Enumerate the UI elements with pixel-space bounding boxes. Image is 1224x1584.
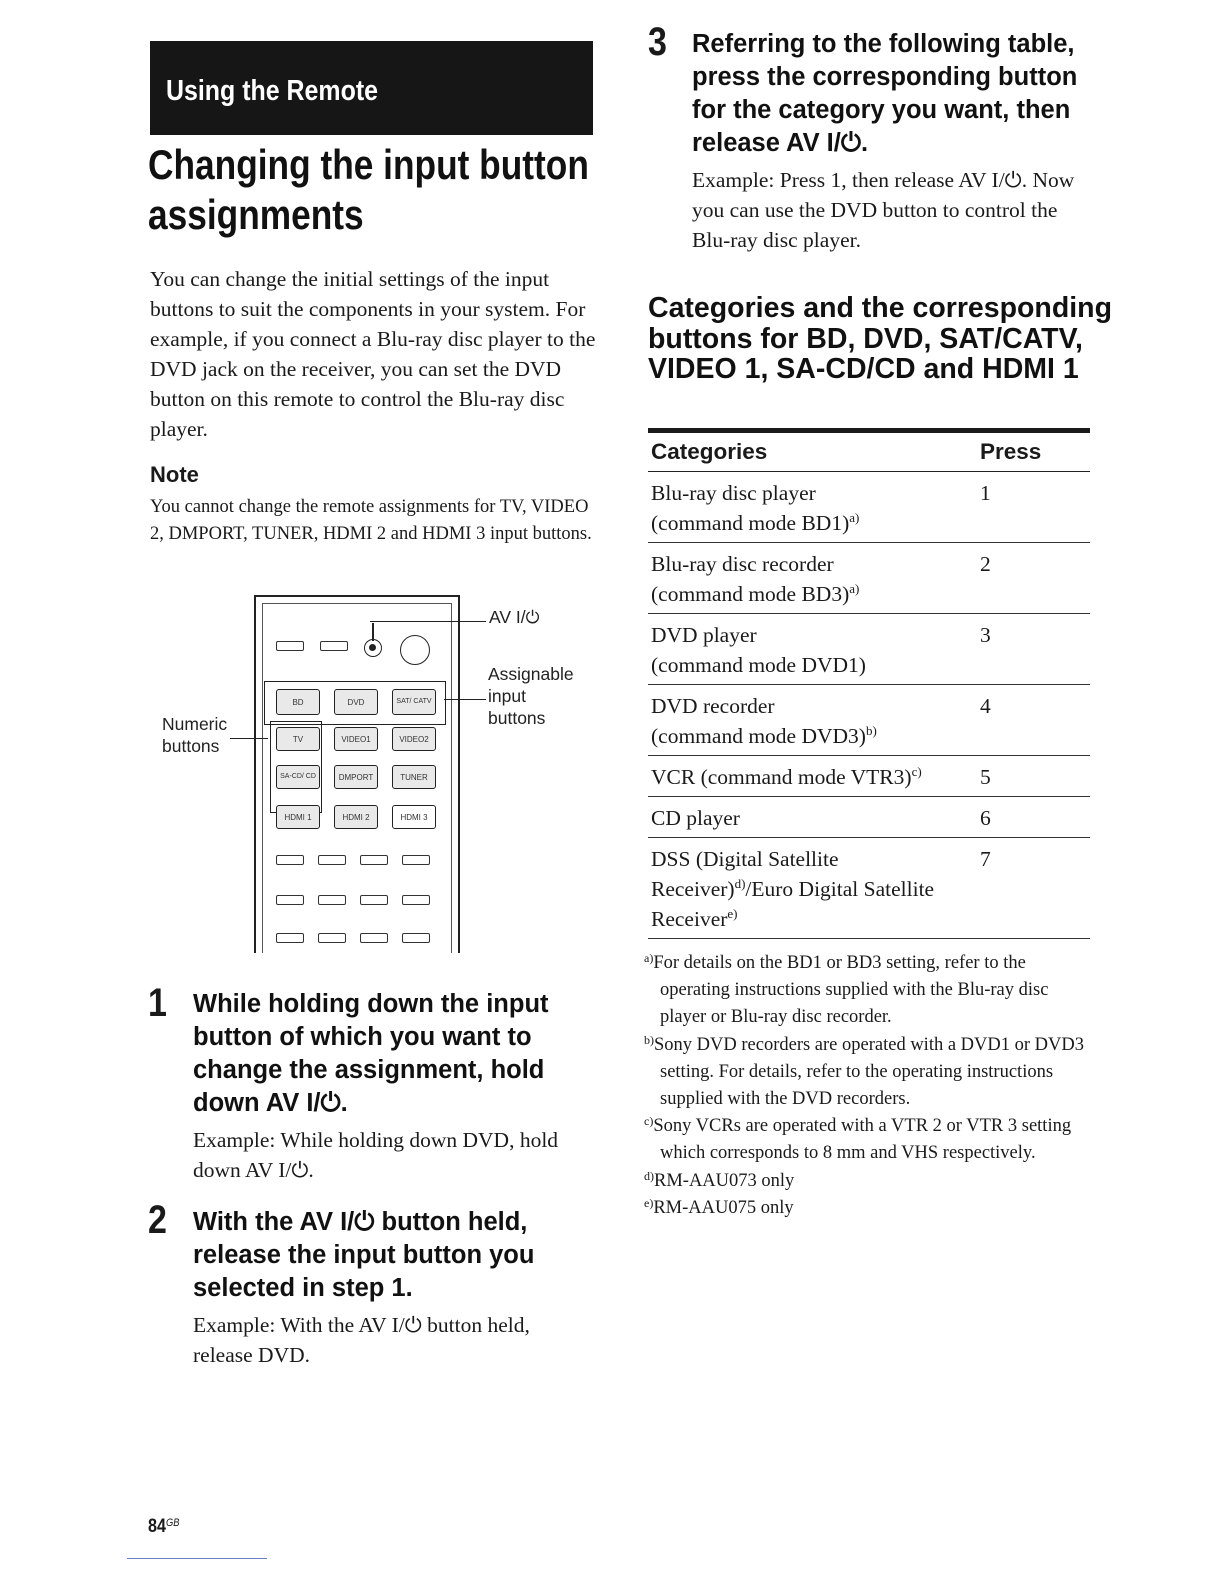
step-2-number: 2 — [148, 1198, 167, 1242]
press-value: 4 — [980, 694, 991, 718]
categories-table — [648, 428, 1090, 939]
remote-lower-button — [318, 933, 346, 943]
numeric-leader-line — [230, 738, 268, 739]
press-value: 7 — [980, 847, 991, 871]
footnote-e: $^{e)}$RM-AAU075 only — [644, 1195, 794, 1218]
remote-illustration — [254, 595, 460, 953]
av-callout: AV I/⏻ — [489, 607, 540, 627]
press-value: 6 — [980, 806, 991, 830]
bd-button: BD — [276, 689, 320, 715]
tv-button: TV — [276, 727, 320, 751]
assignable-callout: Assignable input buttons — [488, 664, 574, 728]
av-leader-line — [370, 621, 486, 622]
table-heading: Categories and the corresponding buttons for BD, DVD, SAT/CATV, VIDEO 1, SA-CD/CD and HDMI 1 — [648, 292, 1112, 385]
video2-button: VIDEO2 — [392, 727, 436, 751]
col-press-header: Press — [980, 439, 1042, 464]
press-value: 5 — [980, 765, 991, 789]
assignable-leader-line — [444, 699, 486, 700]
dvd-button: DVD — [334, 689, 378, 715]
footnote-c: $^{c)}$Sony VCRs are operated with a VTR 2 or VTR 3 setting which corresponds to 8 mm and VHS respectively. — [644, 1114, 1072, 1164]
remote-top-button — [276, 641, 304, 651]
av-power-button-icon — [364, 639, 382, 657]
video1-button: VIDEO1 — [334, 727, 378, 751]
note-heading: Note — [150, 462, 199, 487]
remote-lower-button — [318, 855, 346, 865]
step-1-body: Example: While holding down DVD, hold down AV I/⏻. — [193, 1128, 559, 1182]
step-3-heading: Referring to the following table, press the corresponding button for the category you want, then release AV I/⏻. — [692, 30, 1078, 157]
remote-lower-button — [360, 933, 388, 943]
section-band — [150, 41, 593, 135]
hdmi3-button: HDMI 3 — [392, 805, 436, 829]
av-leader-vertical — [372, 623, 374, 641]
remote-lower-button — [276, 933, 304, 943]
footnote-d: $^{d)}$RM-AAU073 only — [644, 1168, 795, 1191]
footer-rule — [127, 1558, 267, 1559]
table-row: CD player 6 — [648, 797, 1090, 838]
col-categories-header: Categories — [651, 439, 768, 464]
remote-lower-button — [360, 855, 388, 865]
note-text: You cannot change the remote assignments for TV, VIDEO 2, DMPORT, TUNER, HDMI 2 and HDMI 3 input buttons. — [150, 497, 592, 544]
remote-lower-button — [276, 855, 304, 865]
remote-lower-button — [402, 933, 430, 943]
table-row: VCR (command mode VTR3)$^{c)}$ 5 — [648, 756, 1090, 797]
press-value: 2 — [980, 552, 991, 576]
remote-lower-button — [402, 855, 430, 865]
step-2-body: Example: With the AV I/⏻ button held, release DVD. — [193, 1313, 530, 1367]
table-row: Blu-ray disc player (command mode BD1)$^{a)}$ 1 — [648, 472, 1090, 543]
intro-paragraph: You can change the initial settings of the input buttons to suit the components in your system. For example, if you connect a Blu-ray disc player to the DVD jack on the receiver, you can set the DVD button on this remote to control the Blu-ray disc player. — [150, 267, 596, 441]
step-3-body: Example: Press 1, then release AV I/⏻. Now you can use the DVD button to control the Blu-ray disc player. — [692, 168, 1075, 252]
table-row: Blu-ray disc recorder (command mode BD3)$^{a)}$ 2 — [648, 543, 1090, 614]
footnote-b: $^{b)}$Sony DVD recorders are operated with a DVD1 or DVD3 setting. For details, refer to the operating instructions supplied with the DVD recorders. — [644, 1032, 1084, 1110]
step-3-number: 3 — [648, 20, 667, 64]
dmport-button: DMPORT — [334, 765, 378, 789]
sacd-cd-button: SA-CD/ CD — [276, 765, 320, 789]
section-band-label: Using the Remote — [166, 75, 379, 107]
press-value: 3 — [980, 623, 991, 647]
remote-lower-button — [276, 895, 304, 905]
remote-top-button — [320, 641, 348, 651]
sat-catv-button: SAT/ CATV — [392, 689, 436, 715]
numeric-callout: Numeric buttons — [162, 714, 228, 756]
table-header-row — [648, 433, 1090, 472]
step-2-heading: With the AV I/⏻ button held, release the input button you selected in step 1. — [193, 1208, 535, 1302]
page-title — [148, 140, 618, 240]
hdmi1-button: HDMI 1 — [276, 805, 320, 829]
remote-lower-button — [402, 895, 430, 905]
page-number: $84^{GB}$ — [148, 1516, 180, 1537]
footnotes — [644, 950, 1096, 1222]
page-title-line2: assignments — [148, 191, 364, 238]
remote-round-button — [400, 635, 430, 665]
hdmi2-button: HDMI 2 — [334, 805, 378, 829]
remote-lower-button — [360, 895, 388, 905]
remote-lower-button — [318, 895, 346, 905]
footnote-a: $^{a)}$For details on the BD1 or BD3 setting, refer to the operating instructions supplied with the Blu-ray disc player or Blu-ray disc recorder. — [644, 951, 1049, 1028]
press-value: 1 — [980, 481, 991, 505]
table-row: DSS (Digital Satellite Receiver)$^{d)}$/Euro Digital Satellite Receiver$^{e)}$ 7 — [648, 838, 1090, 939]
page-title-line1: Changing the input button — [148, 141, 589, 188]
step-1-heading: While holding down the input button of which you want to change the assignment, hold down AV I/⏻. — [193, 990, 549, 1117]
table-row: DVD recorder (command mode DVD3)$^{b)}$ 4 — [648, 685, 1090, 756]
table-row: DVD player (command mode DVD1) 3 — [648, 614, 1090, 685]
step-1-number: 1 — [148, 981, 167, 1025]
tuner-button: TUNER — [392, 765, 436, 789]
